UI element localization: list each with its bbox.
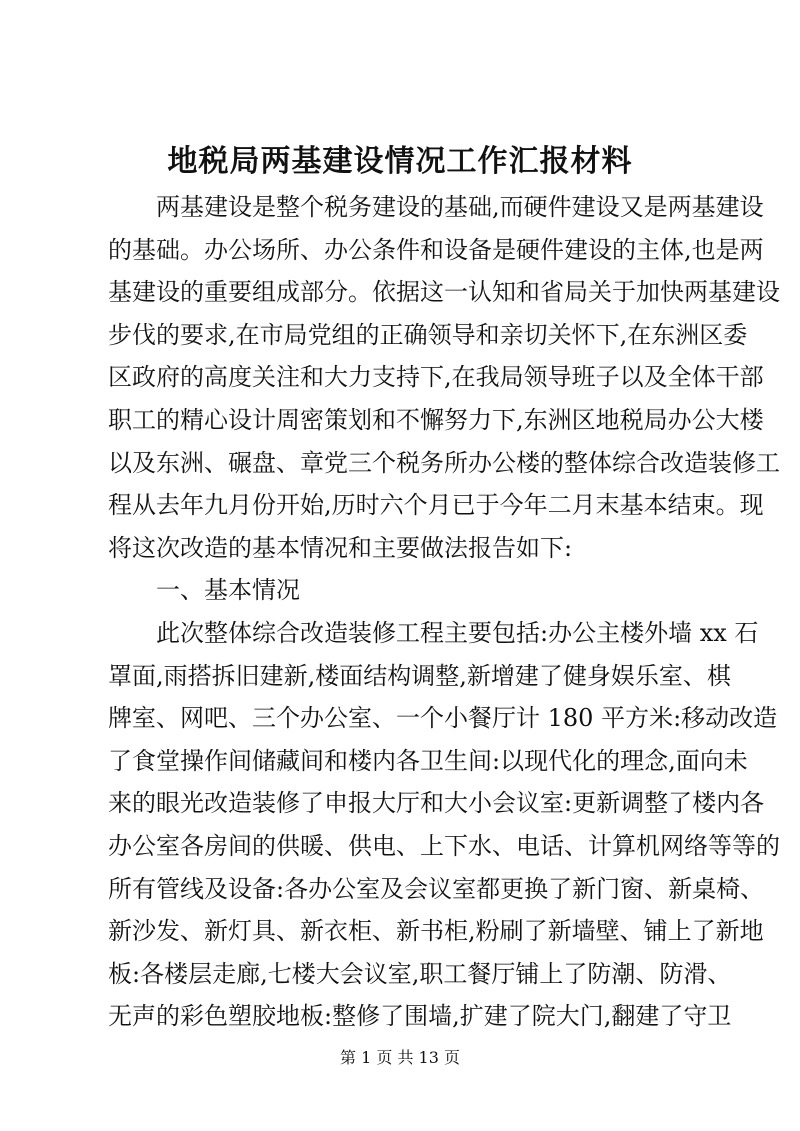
paragraph-line: 牌室、网吧、三个办公室、一个小餐厅计 180 平方米:移动改造 (108, 704, 778, 733)
paragraph-line: 职工的精心设计周密策划和不懈努力下,东洲区地税局办公大楼 (108, 405, 764, 434)
page-number-footer: 第 1 页 共 13 页 (340, 1048, 460, 1067)
paragraph-line: 的基础。办公场所、办公条件和设备是硬件建设的主体,也是两 (108, 235, 764, 264)
paragraph-line: 新沙发、新灯具、新衣柜、新书柜,粉刷了新墙壁、铺上了新地 (108, 917, 764, 946)
paragraph-line: 将这次改造的基本情况和主要做法报告如下: (108, 533, 573, 562)
paragraph-line: 以及东洲、碾盘、章党三个税务所办公楼的整体综合改造装修工 (108, 448, 780, 477)
paragraph-line: 了食堂操作间储藏间和楼内各卫生间:以现代化的理念,面向未 (108, 746, 748, 775)
paragraph-line: 此次整体综合改造装修工程主要包括:办公主楼外墙 xx 石 (156, 618, 759, 647)
paragraph-line: 无声的彩色塑胶地板:整修了围墙,扩建了院大门,翻建了守卫 (108, 1002, 732, 1031)
paragraph-line: 罩面,雨搭拆旧建新,楼面结构调整,新增建了健身娱乐室、棋 (108, 661, 731, 690)
paragraph-line: 区政府的高度关注和大力支持下,在我局领导班子以及全体干部 (108, 363, 764, 392)
section-heading: 一、基本情况 (156, 576, 300, 605)
paragraph-line: 办公室各房间的供暖、供电、上下水、电话、计算机网络等等的 (108, 831, 780, 860)
paragraph-line: 步伐的要求,在市局党组的正确领导和亲切关怀下,在东洲区委 (108, 320, 748, 349)
paragraph-line: 程从去年九月份开始,历时六个月已于今年二月末基本结束。现 (108, 491, 764, 520)
paragraph-line: 来的眼光改造装修了申报大厅和大小会议室:更新调整了楼内各 (108, 789, 765, 818)
paragraph-line: 所有管线及设备:各办公室及会议室都更换了新门窗、新桌椅、 (108, 874, 765, 903)
paragraph-line: 基建设的重要组成部分。依据这一认知和省局关于加快两基建设 (108, 278, 780, 307)
paragraph-line: 两基建设是整个税务建设的基础,而硬件建设又是两基建设 (156, 193, 764, 221)
document-body (108, 186, 780, 1038)
document-title: 地税局两基建设情况工作汇报材料 (167, 144, 633, 179)
paragraph-line: 板:各楼层走廊,七楼大会议室,职工餐厅铺上了防潮、防滑、 (108, 959, 732, 988)
